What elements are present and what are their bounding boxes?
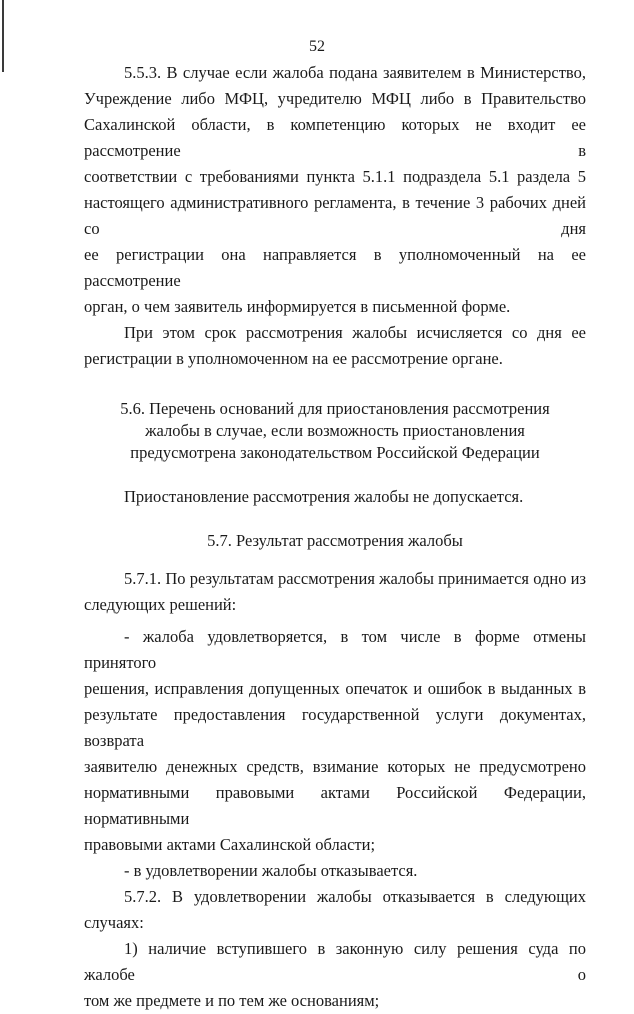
decision-satisfied-line-5: нормативными правовыми актами Российской Федерации, нормативными xyxy=(84,783,586,828)
decision-refused: - в удовлетворении жалобы отказывается. xyxy=(124,861,418,880)
document-body xyxy=(84,60,586,1014)
paragraph-5-5-3-line-7: орган, о чем заявитель информируется в письменной форме. xyxy=(84,297,511,316)
heading-5-7: 5.7. Результат рассмотрения жалобы xyxy=(207,531,463,550)
paragraph-5-5-3-line-2: Учреждение либо МФЦ, учредителю МФЦ либо в Правительство xyxy=(84,89,586,108)
decision-satisfied-line-1: - жалоба удовлетворяется, в том числе в форме отмены принятого xyxy=(84,627,586,672)
decision-satisfied-line-2: решения, исправления допущенных опечаток и ошибок в выданных в xyxy=(84,679,586,698)
decision-satisfied-line-4: заявителю денежных средств, взимание которых не предусмотрено xyxy=(84,757,586,776)
suspension-paragraph: Приостановление рассмотрения жалобы не допускается. xyxy=(124,487,524,506)
paragraph-5-7-1-line-1: 5.7.1. По результатам рассмотрения жалобы принимается одно из xyxy=(124,569,586,588)
page-number: 52 xyxy=(309,38,325,55)
term-paragraph-line-2: регистрации в уполномоченном на ее рассмотрение органе. xyxy=(84,349,503,368)
paragraph-5-5-3-line-6: ее регистрации она направляется в уполномоченный на ее рассмотрение xyxy=(84,245,586,290)
decision-satisfied-line-6: правовыми актами Сахалинской области; xyxy=(84,835,376,854)
paragraph-5-5-3-line-1: 5.5.3. В случае если жалоба подана заявителем в Министерство, xyxy=(124,63,586,82)
case-1-line-1: 1) наличие вступившего в законную силу решения суда по жалобе о xyxy=(84,939,586,984)
heading-5-6-line-1: 5.6. Перечень оснований для приостановления рассмотрения xyxy=(120,399,550,418)
paragraph-5-7-1-line-2: следующих решений: xyxy=(84,595,237,614)
case-1-line-2: том же предмете и по тем же основаниям; xyxy=(84,991,380,1010)
paragraph-5-7-2: 5.7.2. В удовлетворении жалобы отказывается в следующих случаях: xyxy=(84,887,586,932)
decision-satisfied-line-3: результате предоставления государственной услуги документах, возврата xyxy=(84,705,586,750)
heading-5-6-line-3: предусмотрена законодательством Российской Федерации xyxy=(130,443,540,462)
paragraph-5-5-3-line-3: Сахалинской области, в компетенцию которых не входит ее рассмотрение в xyxy=(84,115,586,160)
paragraph-5-5-3-line-5: настоящего административного регламента, в течение 3 рабочих дней со дня xyxy=(84,193,586,238)
paragraph-5-5-3-line-4: соответствии с требованиями пункта 5.1.1 подраздела 5.1 раздела 5 xyxy=(84,167,586,186)
term-paragraph-line-1: При этом срок рассмотрения жалобы исчисляется со дня ее xyxy=(124,323,586,342)
heading-5-6-line-2: жалобы в случае, если возможность приостановления xyxy=(145,421,525,440)
scan-edge-line xyxy=(2,0,4,72)
